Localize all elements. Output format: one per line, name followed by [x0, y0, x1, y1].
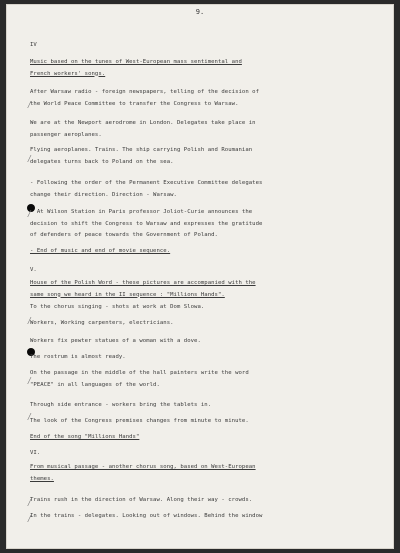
text-line: After Warsaw radio - foreign newspapers, telling of the decision of	[30, 89, 259, 95]
margin-mark: /	[28, 316, 31, 325]
text-line: On the passage in the middle of the hall painters write the word	[30, 370, 249, 376]
margin-mark: /	[28, 209, 31, 218]
text-line: To the chorus singing - shots at work at Dom Slowa.	[30, 304, 205, 310]
text-line: From musical passage - another chorus song, based on West-European	[30, 464, 256, 470]
text-line: of defenders of peace towards the Government of Poland.	[30, 232, 218, 238]
text-line: The rostrum is almost ready.	[30, 354, 126, 360]
text-line: V.	[30, 267, 37, 273]
text-line: In the trains - delegates. Looking out of windows. Behind the window	[30, 513, 263, 519]
text-line: the World Peace Committee to transfer the Congress to Warsaw.	[30, 100, 239, 107]
text-line: change their direction. Direction - Warsaw.	[30, 191, 177, 198]
text-line: End of the song "Millions Hands"	[30, 434, 140, 440]
text-line: Workers, Working carpenters, electricians.	[30, 320, 174, 326]
margin-mark: /	[28, 498, 31, 507]
text-line: House of the Polish Word - these pictures are accompanied with the	[30, 280, 256, 286]
text-line: "PEACE" in all languages of the world.	[30, 381, 160, 388]
margin-mark: /	[28, 100, 31, 109]
text-line: passenger aeroplanes.	[30, 131, 102, 138]
text-line: - Following the order of the Permanent Executive Committee delegates	[30, 180, 263, 186]
margin-mark: /	[28, 376, 31, 385]
text-line: - At Wilson Station in Paris professor Joliot-Curie announces the	[30, 209, 253, 215]
text-line: - End of music and end of movie sequence.	[30, 248, 171, 254]
text-line: French workers' songs.	[30, 70, 106, 77]
page-number: 9.	[195, 8, 205, 16]
text-line: IV	[30, 42, 37, 48]
margin-mark: /	[28, 154, 31, 163]
text-line: Trains rush in the direction of Warsaw. Along their way - crowds.	[30, 497, 253, 503]
text-line: themes.	[30, 475, 54, 482]
text-line: Workers fix pewter statues of a woman with a dove.	[30, 338, 201, 344]
text-line: Flying aeroplanes. Trains. The ship carrying Polish and Roumanian	[30, 147, 253, 153]
document-page	[6, 4, 394, 549]
text-line: The look of the Congress premises changes from minute to minute.	[30, 418, 249, 424]
margin-mark: /	[28, 412, 31, 421]
text-line: delegates turns back to Poland on the sea.	[30, 158, 174, 165]
text-line: same song we heard in the II sequence : "Millions Hands".	[30, 291, 225, 298]
text-line: Through side entrance - workers bring the tablets in.	[30, 402, 212, 408]
text-line: Music based on the tunes of West-European mass sentimental and	[30, 59, 242, 65]
text-line: VI.	[30, 450, 41, 456]
text-line: We are at the Newport aerodrome in London. Delegates take place in	[30, 120, 256, 126]
text-line: decision to shift the Congress to Warsaw and expresses the gratitude	[30, 220, 263, 227]
margin-mark: /	[28, 514, 31, 523]
